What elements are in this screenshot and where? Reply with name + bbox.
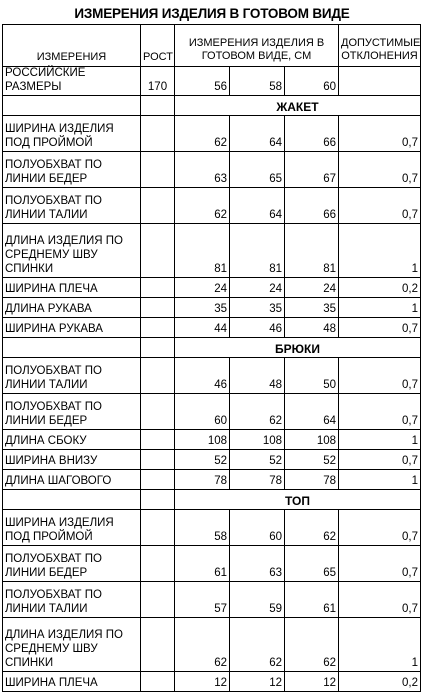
row-value-2: 52 <box>230 449 285 469</box>
sizes-tolerance-empty <box>339 67 421 96</box>
table-row <box>3 297 421 317</box>
row-tolerance: 0,7 <box>339 317 421 337</box>
row-value-1: 46 <box>175 357 230 393</box>
table-row <box>3 223 421 277</box>
row-value-1: 108 <box>175 429 230 449</box>
row-label: ПОЛУОБХВАТ ПО ЛИНИИ ТАЛИИ <box>3 581 141 617</box>
section-header-row <box>3 95 421 115</box>
row-label: ПОЛУОБХВАТ ПО ЛИНИИ ТАЛИИ <box>3 187 141 223</box>
table-row <box>3 357 421 393</box>
row-tolerance: 0,7 <box>339 449 421 469</box>
table-row <box>3 617 421 671</box>
row-value-3: 48 <box>285 317 339 337</box>
row-value-1: 78 <box>175 469 230 489</box>
section-empty-cell <box>141 95 175 115</box>
table-row <box>3 393 421 429</box>
row-value-3: 50 <box>285 357 339 393</box>
table-row <box>3 581 421 617</box>
header-finished-measurements: ИЗМЕРЕНИЯ ИЗДЕЛИЯ В ГОТОВОМ ВИДЕ, СМ <box>175 25 339 67</box>
row-value-3: 35 <box>285 297 339 317</box>
sizes-row <box>3 67 421 96</box>
row-tolerance: 0,7 <box>339 187 421 223</box>
section-empty-cell <box>3 489 141 509</box>
row-label: ШИРИНА РУКАВА <box>3 317 141 337</box>
row-value-1: 44 <box>175 317 230 337</box>
row-tolerance: 0,7 <box>339 357 421 393</box>
row-value-3: 52 <box>285 449 339 469</box>
row-tolerance: 0,2 <box>339 277 421 297</box>
row-height-empty <box>141 393 175 429</box>
header-tolerance: ДОПУСТИМЫЕ ОТКЛОНЕНИЯ <box>339 25 421 67</box>
table-row <box>3 115 421 151</box>
row-value-2: 62 <box>230 617 285 671</box>
row-tolerance: 1 <box>339 297 421 317</box>
row-label: ДЛИНА РУКАВА <box>3 297 141 317</box>
section-empty-cell <box>3 95 141 115</box>
row-tolerance: 1 <box>339 223 421 277</box>
page-title: ИЗМЕРЕНИЯ ИЗДЕЛИЯ В ГОТОВОМ ВИДЕ <box>74 6 350 21</box>
row-height-empty <box>141 151 175 187</box>
row-height-empty <box>141 357 175 393</box>
row-height-empty <box>141 617 175 671</box>
table-row <box>3 429 421 449</box>
row-tolerance: 0,7 <box>339 581 421 617</box>
row-tolerance: 1 <box>339 469 421 489</box>
row-label: ШИРИНА ПЛЕЧА <box>3 671 141 691</box>
row-tolerance: 0,2 <box>339 671 421 691</box>
table-row <box>3 187 421 223</box>
row-height-empty <box>141 581 175 617</box>
row-label: ШИРИНА ИЗДЕЛИЯ ПОД ПРОЙМОЙ <box>3 509 141 545</box>
row-value-1: 61 <box>175 545 230 581</box>
section-header-row <box>3 337 421 357</box>
row-label: ПОЛУОБХВАТ ПО ЛИНИИ ТАЛИИ <box>3 357 141 393</box>
row-tolerance: 1 <box>339 429 421 449</box>
row-value-2: 81 <box>230 223 285 277</box>
row-value-2: 63 <box>230 545 285 581</box>
row-tolerance: 0,7 <box>339 115 421 151</box>
table-row <box>3 469 421 489</box>
row-label: ШИРИНА ПЛЕЧА <box>3 277 141 297</box>
row-tolerance: 0,7 <box>339 545 421 581</box>
table-row <box>3 545 421 581</box>
row-label: ДЛИНА ШАГОВОГО <box>3 469 141 489</box>
row-value-2: 59 <box>230 581 285 617</box>
row-value-2: 60 <box>230 509 285 545</box>
table-row <box>3 277 421 297</box>
table-row <box>3 317 421 337</box>
section-title: ЖАКЕТ <box>175 95 421 115</box>
row-value-1: 58 <box>175 509 230 545</box>
row-value-2: 62 <box>230 393 285 429</box>
header-row <box>3 25 421 67</box>
row-value-1: 81 <box>175 223 230 277</box>
size-3: 60 <box>285 67 339 96</box>
row-height-empty <box>141 469 175 489</box>
section-title: БРЮКИ <box>175 337 421 357</box>
measurements-table <box>2 24 421 692</box>
row-height-empty <box>141 545 175 581</box>
row-tolerance: 0,7 <box>339 509 421 545</box>
row-height-empty <box>141 187 175 223</box>
section-empty-cell <box>141 489 175 509</box>
row-label: ШИРИНА ВНИЗУ <box>3 449 141 469</box>
row-value-3: 81 <box>285 223 339 277</box>
row-value-3: 108 <box>285 429 339 449</box>
section-header-row <box>3 489 421 509</box>
row-value-3: 62 <box>285 509 339 545</box>
row-label: ДЛИНА ИЗДЕЛИЯ ПО СРЕДНЕМУ ШВУ СПИНКИ <box>3 223 141 277</box>
sizes-label: РОССИЙСКИЕ РАЗМЕРЫ <box>3 67 141 96</box>
row-label: ДЛИНА СБОКУ <box>3 429 141 449</box>
height-value: 170 <box>141 67 175 96</box>
row-value-3: 64 <box>285 393 339 429</box>
row-height-empty <box>141 429 175 449</box>
row-height-empty <box>141 297 175 317</box>
row-value-2: 108 <box>230 429 285 449</box>
row-height-empty <box>141 277 175 297</box>
table-body <box>3 25 421 692</box>
row-value-3: 12 <box>285 671 339 691</box>
row-label: ПОЛУОБХВАТ ПО ЛИНИИ БЕДЕР <box>3 151 141 187</box>
table-row <box>3 151 421 187</box>
row-value-1: 35 <box>175 297 230 317</box>
row-value-3: 78 <box>285 469 339 489</box>
row-tolerance: 0,7 <box>339 393 421 429</box>
row-value-2: 78 <box>230 469 285 489</box>
row-value-2: 64 <box>230 187 285 223</box>
header-height: РОСТ <box>141 25 175 67</box>
row-height-empty <box>141 317 175 337</box>
row-value-3: 67 <box>285 151 339 187</box>
row-value-1: 62 <box>175 617 230 671</box>
row-value-1: 12 <box>175 671 230 691</box>
row-height-empty <box>141 115 175 151</box>
row-value-2: 48 <box>230 357 285 393</box>
row-label: ДЛИНА ИЗДЕЛИЯ ПО СРЕДНЕМУ ШВУ СПИНКИ <box>3 617 141 671</box>
row-value-1: 52 <box>175 449 230 469</box>
section-title: ТОП <box>175 489 421 509</box>
section-empty-cell <box>3 337 141 357</box>
row-value-3: 62 <box>285 617 339 671</box>
row-height-empty <box>141 449 175 469</box>
row-value-2: 65 <box>230 151 285 187</box>
row-tolerance: 0,7 <box>339 151 421 187</box>
row-value-1: 63 <box>175 151 230 187</box>
table-row <box>3 509 421 545</box>
size-2: 58 <box>230 67 285 96</box>
row-value-3: 61 <box>285 581 339 617</box>
row-label: ШИРИНА ИЗДЕЛИЯ ПОД ПРОЙМОЙ <box>3 115 141 151</box>
row-value-2: 35 <box>230 297 285 317</box>
row-value-1: 60 <box>175 393 230 429</box>
row-value-2: 64 <box>230 115 285 151</box>
row-value-2: 46 <box>230 317 285 337</box>
row-value-1: 57 <box>175 581 230 617</box>
row-height-empty <box>141 509 175 545</box>
row-value-3: 66 <box>285 187 339 223</box>
row-value-3: 24 <box>285 277 339 297</box>
row-height-empty <box>141 671 175 691</box>
row-value-3: 66 <box>285 115 339 151</box>
row-value-2: 24 <box>230 277 285 297</box>
row-height-empty <box>141 223 175 277</box>
row-value-1: 62 <box>175 115 230 151</box>
table-row <box>3 671 421 691</box>
row-value-1: 24 <box>175 277 230 297</box>
row-value-2: 12 <box>230 671 285 691</box>
row-value-3: 65 <box>285 545 339 581</box>
size-1: 56 <box>175 67 230 96</box>
header-measurements: ИЗМЕРЕНИЯ <box>3 25 141 67</box>
section-empty-cell <box>141 337 175 357</box>
row-tolerance: 1 <box>339 617 421 671</box>
row-label: ПОЛУОБХВАТ ПО ЛИНИИ БЕДЕР <box>3 393 141 429</box>
row-label: ПОЛУОБХВАТ ПО ЛИНИИ БЕДЕР <box>3 545 141 581</box>
table-row <box>3 449 421 469</box>
row-value-1: 62 <box>175 187 230 223</box>
